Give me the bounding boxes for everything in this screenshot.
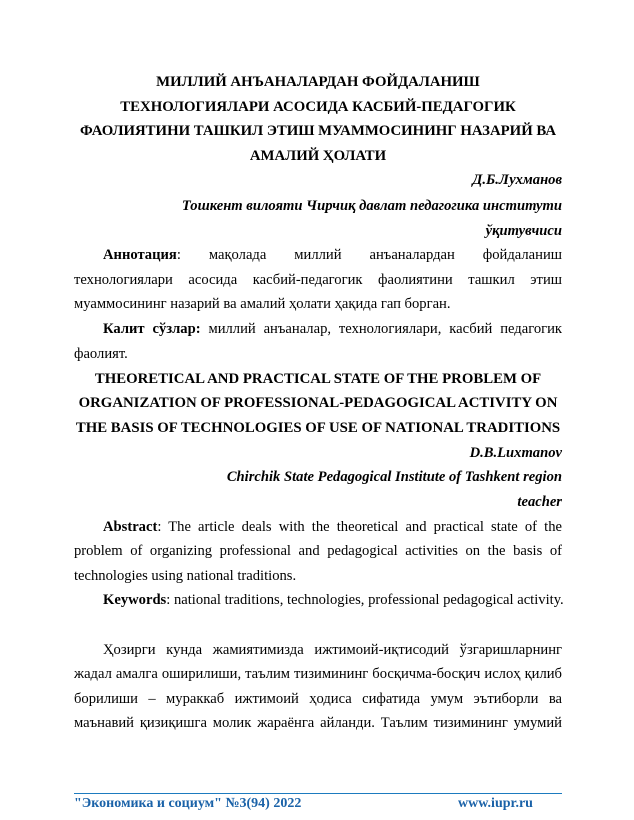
title-uz-line-4: АМАЛИЙ ҲОЛАТИ: [249, 148, 387, 164]
abstract-line-1: [74, 517, 562, 537]
affiliation-en-line-1: Chirchik State Pedagogical Institute of Tashkent region: [226, 469, 562, 485]
title-en-line-1: THEORETICAL AND PRACTICAL STATE OF THE PROBLEM OF: [94, 371, 542, 387]
annotation-label: Аннотация: [103, 247, 177, 263]
title-en-line-2: ORGANIZATION OF PROFESSIONAL-PEDAGOGICAL ACTIVITY ON: [78, 395, 558, 411]
annotation-line-2: технологиялари асосида касбий-педагогик фаолиятини ташкил этиш: [74, 272, 562, 288]
abstract-line-2: problem of organizing professional and pedagogical activities on the basis of: [74, 543, 562, 559]
author-uz: Д.Б.Лухманов: [472, 172, 562, 188]
annotation-line-3: муаммосининг назарий ва амалий ҳолати ҳақида гап борган.: [74, 296, 451, 312]
abstract-text-1: : The article deals with the theoretical and practical state of the: [157, 519, 562, 535]
footer-divider: [74, 793, 562, 794]
body-line-2: жадал амалга оширилиши, таълим тизимининг босқичма-босқич ислоҳ қилиб: [74, 666, 562, 682]
footer-website-link[interactable]: www.iupr.ru: [458, 796, 533, 811]
title-en-line-3: THE BASIS OF TECHNOLOGIES OF USE OF NATIONAL TRADITIONS: [75, 420, 561, 436]
annotation-line-1: [74, 245, 562, 265]
affiliation-uz-line-1: Тошкент вилояти Чирчиқ давлат педагогика институти: [181, 198, 562, 214]
body-line-1: Ҳозирги кунда жамиятимизда ижтимоий-иқтисодий ўзгаришларнинг: [103, 642, 562, 658]
keywords-uz-text-1: миллий анъаналар, технологиялари, касбий педагогик: [200, 321, 563, 337]
title-uz-line-3: ФАОЛИЯТИНИ ТАШКИЛ ЭТИШ МУАММОСИНИНГ НАЗАРИЙ ВА: [79, 123, 557, 139]
keywords-en-text: : national traditions, technologies, professional pedagogical activity.: [166, 592, 564, 608]
keywords-uz-line-1: [74, 319, 562, 339]
author-en: D.B.Luxmanov: [469, 445, 562, 461]
abstract-line-3: technologies using national traditions.: [74, 568, 297, 584]
footer-journal: "Экономика и социум" №3(94) 2022: [74, 796, 302, 811]
title-uz-line-2: ТЕХНОЛОГИЯЛАРИ АСОСИДА КАСБИЙ-ПЕДАГОГИК: [120, 99, 516, 115]
affiliation-uz-line-2: ўқитувчиси: [485, 223, 562, 239]
keywords-en-line: [74, 590, 562, 610]
abstract-label: Abstract: [103, 519, 158, 535]
keywords-uz-line-2: фаолият.: [74, 346, 128, 362]
keywords-en-label: Keywords: [103, 592, 167, 608]
body-line-3: борилиши – мураккаб ижтимоий ҳодиса сифатида умум эътиборли ва: [74, 691, 562, 707]
annotation-text-1: : мақолада миллий анъаналардан фойдаланиш: [176, 247, 562, 263]
body-line-4: маънавий қизиқишга молик жараёнга айланди. Таълим тизимининг умумий: [74, 715, 562, 731]
title-uz-line-1: МИЛЛИЙ АНЪАНАЛАРДАН ФОЙДАЛАНИШ: [156, 74, 480, 90]
affiliation-en-line-2: teacher: [517, 494, 562, 510]
keywords-uz-label: Калит сўзлар:: [103, 321, 201, 337]
